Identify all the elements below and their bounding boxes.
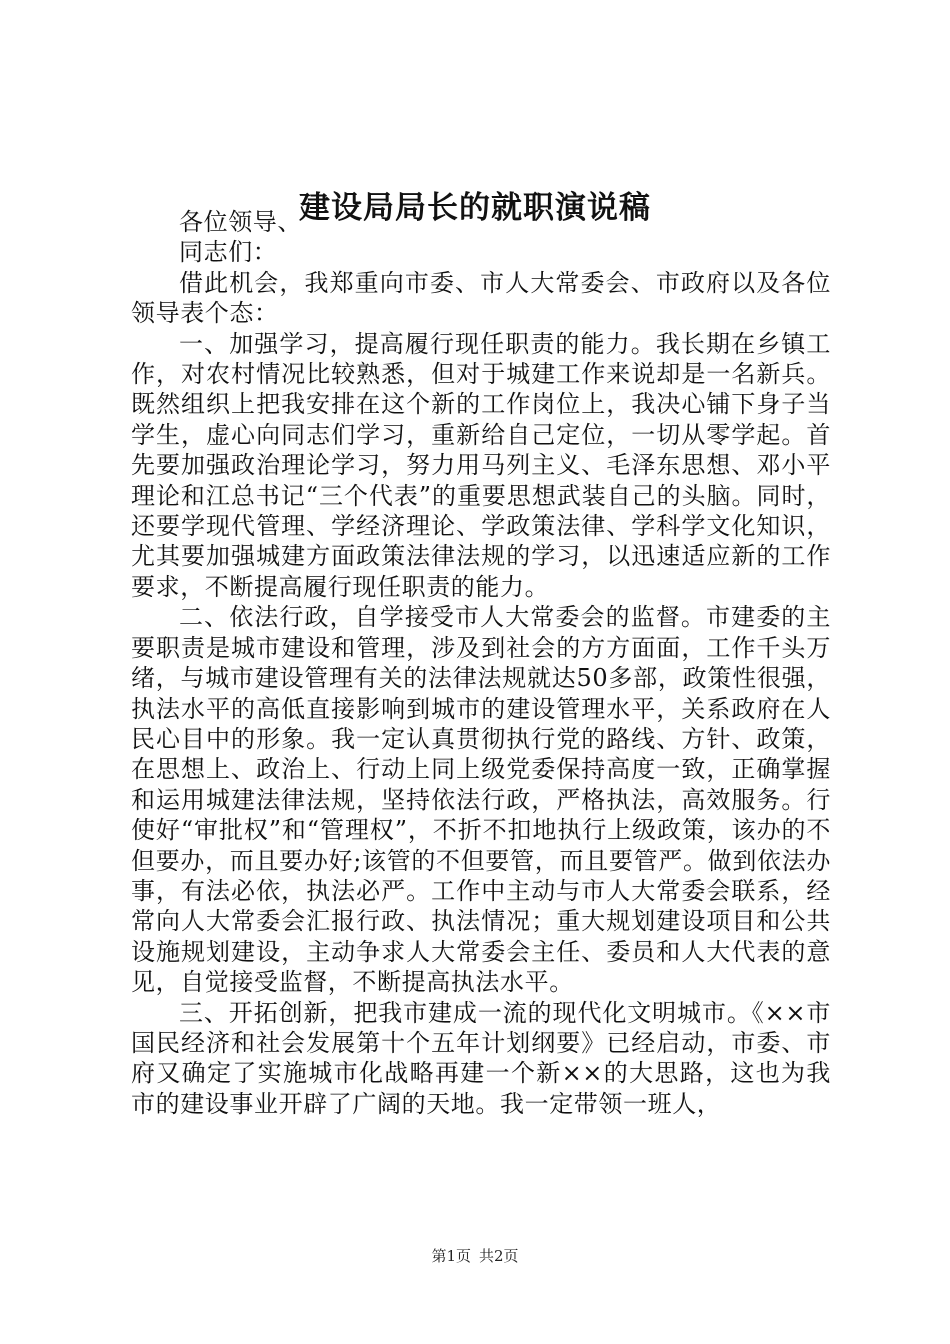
salutation-comrades: 同志们： [179,238,278,267]
paragraph-section-3: 三、开拓创新，把我市建成一流的现代化文明城市。《××市国民经济和社会发展第十个五年计划纲要》已经启动，市委、市府又确定了实施城市化战略再建一个新××的大思路，这也为我市的建设事业开辟了广阔的天地。我一定带领一班人， [131,998,831,1118]
paragraph-intro: 借此机会，我郑重向市委、市人大常委会、市政府以及各位领导表个态： [131,268,831,328]
paragraph-section-1: 一、加强学习，提高履行现任职责的能力。我长期在乡镇工作，对农村情况比较熟悉，但对于城建工作来说却是一名新兵。既然组织上把我安排在这个新的工作岗位上，我决心铺下身子当学生，虚心向同志们学习，重新给自己定位，一切从零学起。首先要加强政治理论学习，努力用马列主义、毛泽东思想、邓小平理论和江总书记“三个代表”的重要思想武装自己的头脑。同时，还要学现代管理、学经济理论、学政策法律、学科学文化知识，尤其要加强城建方面政策法律法规的学习，以迅速适应新的工作要求，不断提高履行现任职责的能力。 [131,329,831,601]
page-number: 第1页 [431,1247,471,1265]
document-body [131,207,831,1119]
page-total: 共2页 [479,1247,519,1265]
document-title: 建设局局长的就职演说稿 [299,190,651,226]
paragraph-section-2: 二、依法行政，自学接受市人大常委会的监督。市建委的主要职责是城市建设和管理，涉及到社会的方方面面，工作千头万绪，与城市建设管理有关的法律法规就达50多部，政策性很强，执法水平的高低直接影响到城市的建设管理水平，关系政府在人民心目中的形象。我一定认真贯彻执行党的路线、方针、政策，在思想上、政治上、行动上同上级党委保持高度一致，正确掌握和运用城建法律法规，坚持依法行政，严格执法，高效服务。行使好“审批权”和“管理权”，不折不扣地执行上级政策，该办的不但要办，而且要办好;该管的不但要管，而且要管严。做到依法办事，有法必依，执法必严。工作中主动与市人大常委会联系，经常向人大常委会汇报行政、执法情况；重大规划建设项目和公共设施规划建设，主动争求人大常委会主任、委员和人大代表的意见，自觉接受监督，不断提高执法水平。 [131,603,831,997]
page-footer [0,1244,950,1268]
salutation-leaders: 各位领导、 [179,208,302,236]
